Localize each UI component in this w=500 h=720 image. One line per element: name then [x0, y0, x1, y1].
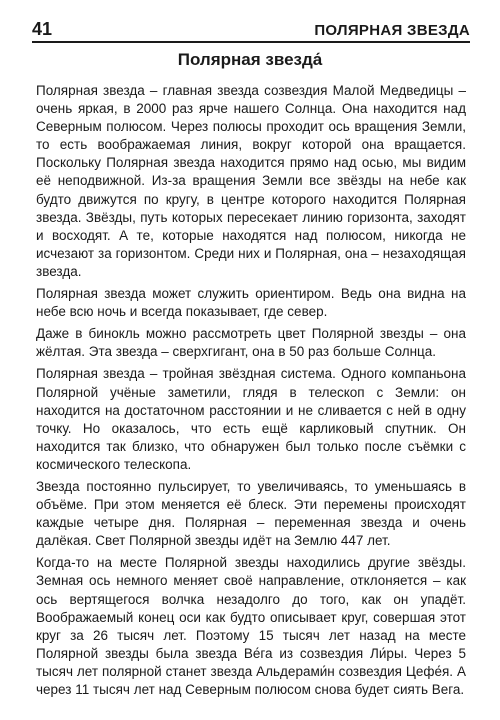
page-number: 41 — [32, 19, 53, 39]
paragraph: Звезда постоянно пульсирует, то увеличиваясь, то уменьшаясь в объёме. При этом меняется её блеск. Эти перемены происходят каждые четыре дня. Полярная – переменная звезда и очень далёкая. Свет Полярной звезды идёт на Землю 447 лет. — [36, 478, 466, 549]
running-header — [32, 14, 470, 43]
paragraph: Когда-то на месте Полярной звезды находились другие звёзды. Земная ось немного меняет своё направление, отклоняется – как ось вертящегося волчка незадолго до того, как он упадёт. Воображаемый конец оси как будто описывает круг, совершая этот круг за 26 тысяч лет. Поэтому 15 тысяч лет назад на месте Полярной звезды была звезда Ве́га из созвездия Ли́ры. Через 5 тысяч лет полярной станет звезда Альдерами́н созвездия Цефе́я. А через 11 тысяч лет над Северным полюсом снова будет сиять Вега. — [36, 555, 466, 697]
paragraph: Полярная звезда – тройная звёздная система. Одного компаньона Полярной учёные заметили, глядя в телескоп с Земли: он находится на достаточном расстоянии и не сливается с ней в одну точку. Но оказалось, что есть ещё карликовый спутник. Он находится так близко, что обнаружен был только после съёмки с космического телескопа. — [36, 366, 466, 472]
section-title: ПОЛЯРНАЯ ЗВЕЗДА — [314, 22, 470, 39]
paragraph: Полярная звезда – главная звезда созвездия Малой Медведицы – очень яркая, в 2000 раз ярче нашего Солнца. Она находится над Северным полюсом. Через полюсы проходит ось вращения Земли, то есть воображаемая линия, вокруг которой она вращается. Поскольку Полярная звезда находится прямо над осью, мы видим её неподвижной. Из-за вращения Земли все звёзды на небе как будто движутся по кругу, в центре которого находится Полярная звезда. Звёзды, путь которых пересекает линию горизонта, заходят и восходят. А те, которые находятся над полюсом, никогда не исчезают за горизонтом. Среди них и Полярная, она – незаходящая звезда. — [36, 83, 466, 279]
article-body — [36, 82, 466, 703]
article-title: Полярная звезда́ — [177, 50, 323, 69]
paragraph: Даже в бинокль можно рассмотреть цвет Полярной звезды – она жёлтая. Эта звезда – сверхгигант, она в 50 раз больше Солнца. — [36, 326, 466, 360]
paragraph: Полярная звезда может служить ориентиром. Ведь она видна на небе всю ночь и всегда показывает, где север. — [36, 286, 466, 320]
